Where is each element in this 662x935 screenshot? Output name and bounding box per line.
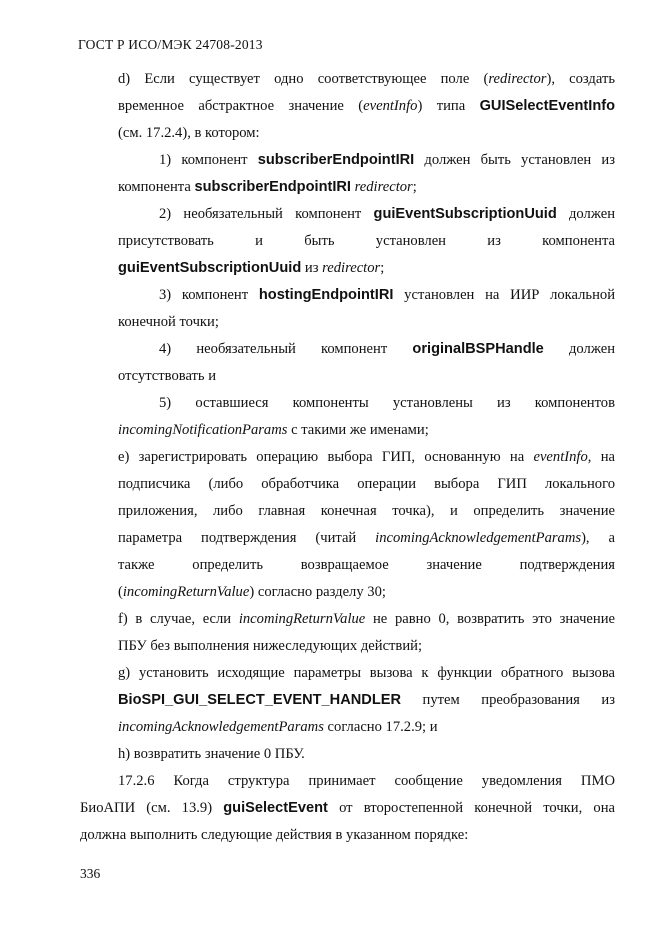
- sub-3-line-1: [159, 285, 615, 305]
- sub-2-line-1: [159, 204, 615, 224]
- italic-term: incomingAcknowledgementParams: [375, 530, 582, 546]
- item-e-line-5: также определить возвращаемое значение подтверждения: [118, 557, 615, 573]
- sub-5-line-1: 5) оставшиеся компоненты установлены из компонентов: [159, 395, 615, 411]
- text: , на: [587, 449, 615, 465]
- text: ), а: [581, 530, 615, 546]
- text: с такими же именами;: [287, 422, 429, 438]
- sub-3-line-2: конечной точки;: [118, 314, 219, 330]
- item-e-line-4: [118, 528, 615, 548]
- italic-term: redirector: [322, 260, 381, 276]
- bold-term: GUISelectEventInfo: [479, 98, 616, 114]
- text: компонента: [118, 179, 195, 195]
- sub-4-line-1: [159, 339, 615, 359]
- bold-term: guiEventSubscriptionUuid: [118, 260, 302, 276]
- text: должен быть установлен из: [414, 152, 616, 168]
- text: временное абстрактное значение (: [118, 98, 364, 114]
- item-d-line-2: [118, 96, 615, 116]
- bold-term: guiSelectEvent: [223, 800, 328, 816]
- text: из: [301, 260, 323, 276]
- italic-term: eventInfo: [363, 98, 418, 114]
- sub-2-line-3: [118, 258, 384, 278]
- sub-4-line-2: отсутствовать и: [118, 368, 217, 384]
- text: от второстепенной конечной точки, она: [327, 800, 615, 816]
- bold-term: subscriberEndpointIRI: [194, 179, 351, 195]
- italic-term: incomingNotificationParams: [118, 422, 288, 438]
- text: должен: [556, 206, 616, 222]
- item-f-line-2: ПБУ без выполнения нижеследующих действий;: [118, 638, 422, 654]
- text: f) в случае, если: [118, 611, 239, 627]
- text: ), создать: [546, 71, 615, 87]
- italic-term: redirector: [488, 71, 547, 87]
- text: e) зарегистрировать операцию выбора ГИП, основанную на: [118, 449, 534, 465]
- text: ) типа: [417, 98, 480, 114]
- italic-term: incomingAcknowledgementParams: [118, 719, 324, 735]
- text: ) согласно разделу 30;: [249, 584, 386, 600]
- item-f-line-1: [118, 609, 615, 629]
- text: БиоАПИ (см. 13.9): [80, 800, 224, 816]
- bold-term: originalBSPHandle: [412, 341, 544, 357]
- text: ;: [412, 179, 417, 195]
- item-g-line-2: [118, 690, 615, 710]
- text: 2) необязательный компонент: [159, 206, 374, 222]
- item-d-line-3: (см. 17.2.4), в котором:: [118, 125, 260, 141]
- text: путем преобразования из: [401, 692, 615, 708]
- text: ;: [380, 260, 385, 276]
- para-1726-line-1: 17.2.6 Когда структура принимает сообщение уведомления ПМО: [118, 773, 615, 789]
- sub-1-line-2: [118, 177, 417, 197]
- para-1726-line-3: должна выполнить следующие действия в указанном порядке:: [80, 827, 469, 843]
- sub-1-line-1: [159, 150, 615, 170]
- para-1726-line-2: [80, 798, 615, 818]
- text: 4) необязательный компонент: [159, 341, 413, 357]
- item-d-line-1: [118, 69, 615, 89]
- bold-term: BioSPI_GUI_SELECT_EVENT_HANDLER: [118, 692, 402, 708]
- italic-term: incomingReturnValue: [238, 611, 366, 627]
- item-g-line-3: [118, 717, 438, 737]
- italic-term: incomingReturnValue: [122, 584, 250, 600]
- page-number: 336: [80, 866, 101, 881]
- item-e-line-3: приложения, либо главная конечная точка), и определить значение: [118, 503, 615, 519]
- text: должен: [543, 341, 615, 357]
- italic-term: eventInfo: [533, 449, 588, 465]
- text: 3) компонент: [159, 287, 259, 303]
- sub-2-line-2: присутствовать и быть установлен из компонента: [118, 233, 615, 249]
- text: d) Если существует одно соответствующее поле (: [118, 71, 489, 87]
- bold-term: subscriberEndpointIRI: [257, 152, 415, 168]
- bold-term: guiEventSubscriptionUuid: [373, 206, 557, 222]
- text: не равно 0, возвратить это значение: [365, 611, 615, 627]
- item-e-line-1: [118, 447, 615, 467]
- text: установлен на ИИР локальной: [393, 287, 616, 303]
- item-e-line-2: подписчика (либо обработчика операции выбора ГИП локального: [118, 476, 615, 492]
- item-g-line-1: g) установить исходящие параметры вызова к функции обратного вызова: [118, 665, 615, 681]
- bold-term: hostingEndpointIRI: [258, 287, 394, 303]
- sub-5-line-2: [118, 420, 429, 440]
- italic-term: redirector: [351, 179, 413, 195]
- page-header: ГОСТ Р ИСО/МЭК 24708-2013: [78, 37, 263, 52]
- item-e-line-6: [118, 582, 386, 602]
- item-h-line-1: h) возвратить значение 0 ПБУ.: [118, 746, 305, 762]
- text: параметра подтверждения (читай: [118, 530, 376, 546]
- text: 1) компонент: [159, 152, 258, 168]
- text: согласно 17.2.9; и: [323, 719, 438, 735]
- text: (: [118, 584, 123, 600]
